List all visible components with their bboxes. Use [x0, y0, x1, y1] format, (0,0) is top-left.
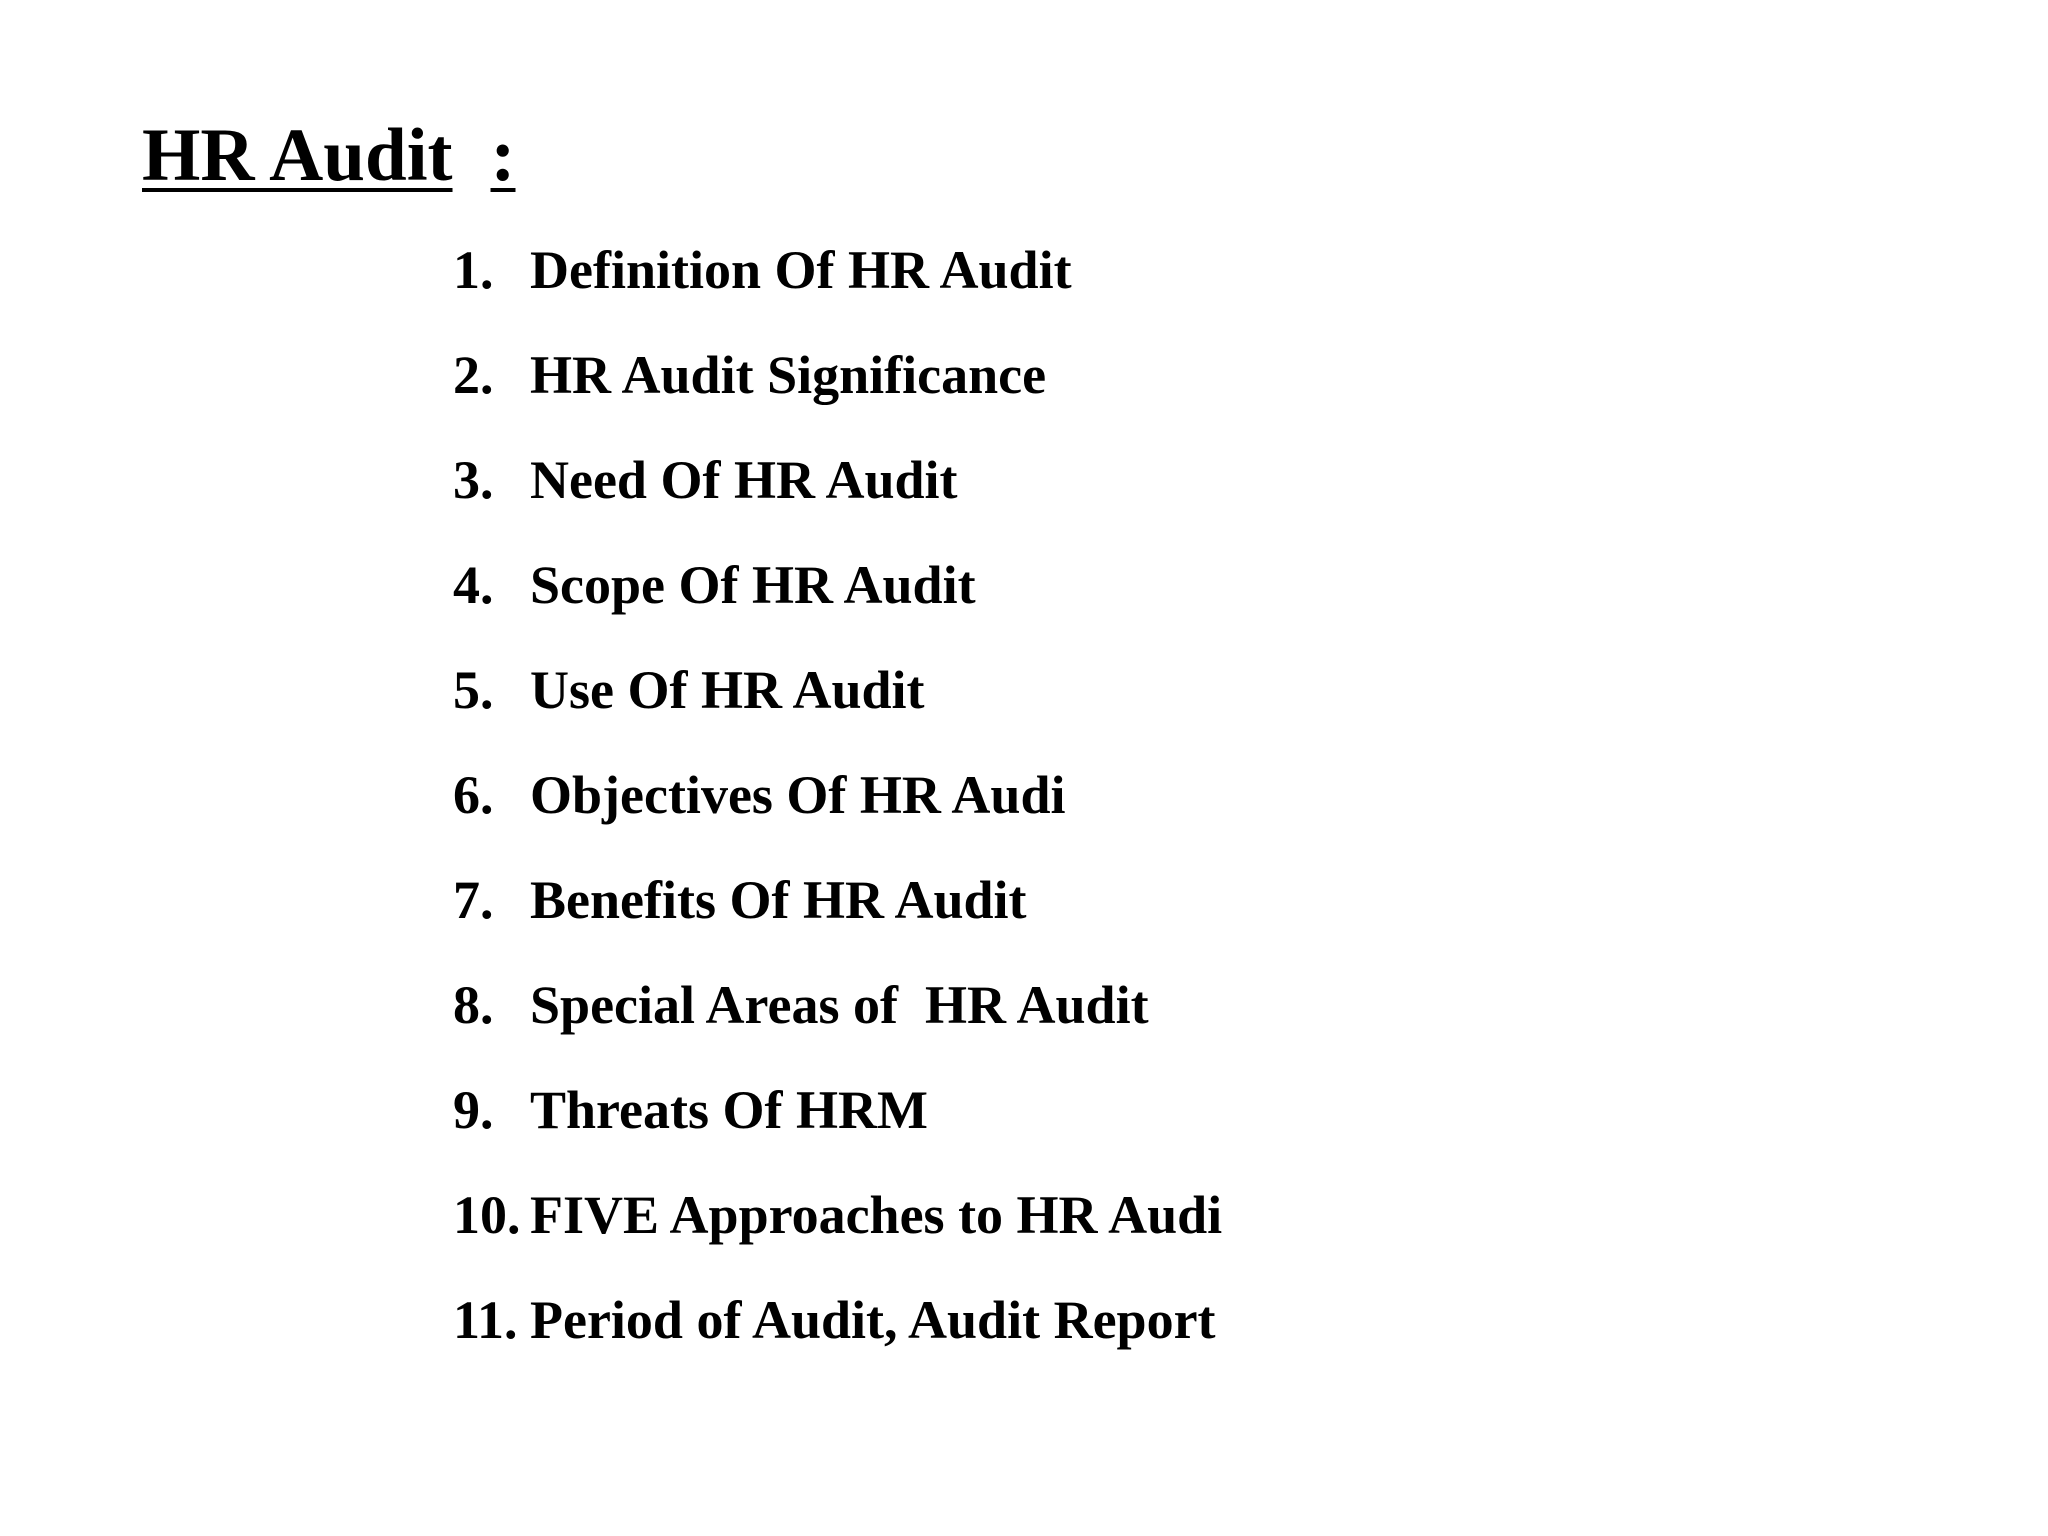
topic-item-10 [453, 1177, 1222, 1282]
topic-label: HR Audit Significance [530, 345, 1047, 405]
topic-number: 9. [453, 1080, 494, 1140]
topic-number: 8. [453, 975, 494, 1035]
topic-item-1 [453, 232, 1222, 337]
topic-number: 7. [453, 870, 494, 930]
topic-item-2 [453, 337, 1222, 442]
topic-number: 1. [453, 240, 494, 300]
topic-label: Definition Of HR Audit [530, 240, 1072, 300]
topic-item-8 [453, 967, 1222, 1072]
topic-label: Benefits Of HR Audit [530, 870, 1027, 930]
topic-number: 3. [453, 450, 494, 510]
page-title [142, 106, 516, 206]
topic-list [453, 232, 1222, 1387]
topic-item-7 [453, 862, 1222, 967]
topic-number: 11. [453, 1290, 518, 1350]
topic-label: Use Of HR Audit [530, 660, 925, 720]
topic-number: 4. [453, 555, 494, 615]
title-text: HR Audit [142, 114, 453, 197]
topic-item-11 [453, 1282, 1222, 1387]
topic-item-4 [453, 547, 1222, 652]
topic-label: Special Areas of HR Audit [530, 975, 1149, 1035]
topic-label: Threats Of HRM [530, 1080, 928, 1140]
topic-label: FIVE Approaches to HR Audi [530, 1185, 1223, 1245]
topic-item-9 [453, 1072, 1222, 1177]
topic-number: 2. [453, 345, 494, 405]
topic-number: 10. [453, 1185, 521, 1245]
title-separator: : [490, 114, 516, 197]
topic-item-5 [453, 652, 1222, 757]
topic-label: Period of Audit, Audit Report [530, 1290, 1216, 1350]
topic-label: Scope Of HR Audit [530, 555, 976, 615]
topic-label: Objectives Of HR Audi [530, 765, 1066, 825]
topic-number: 6. [453, 765, 494, 825]
topic-label: Need Of HR Audit [530, 450, 958, 510]
topic-item-3 [453, 442, 1222, 547]
topic-item-6 [453, 757, 1222, 862]
topic-number: 5. [453, 660, 494, 720]
